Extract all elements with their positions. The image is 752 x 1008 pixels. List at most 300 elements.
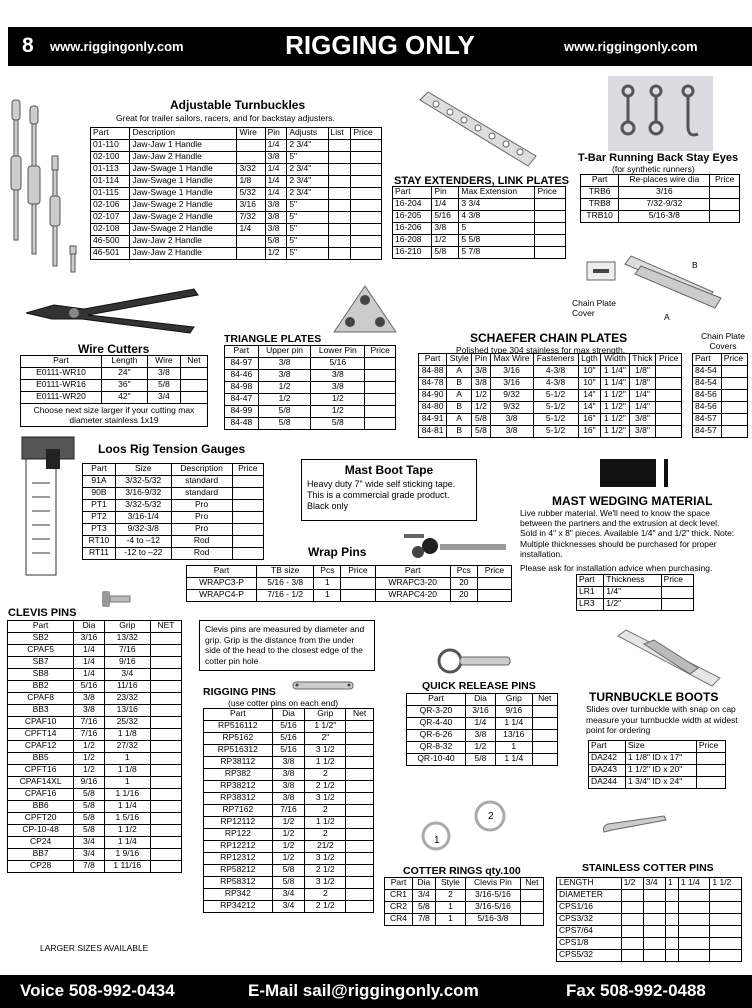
table-cell: 3/8	[147, 368, 180, 380]
table-cell: WRAPC3-P	[187, 578, 257, 590]
table-cell	[656, 402, 682, 414]
table-cell: -12 to –22	[115, 548, 171, 560]
column-header: Wire	[147, 356, 180, 368]
table-row	[557, 938, 742, 950]
table-cell: 1/4"	[629, 402, 656, 414]
table-cell	[656, 390, 682, 402]
column-header: Net	[346, 709, 374, 721]
table-cell: CPS3/32	[557, 914, 622, 926]
table-cell	[535, 247, 566, 259]
column-header: Max Extension	[459, 187, 535, 199]
footer-email[interactable]: E-Mail sail@riggingonly.com	[248, 981, 479, 1000]
table-cell	[150, 753, 181, 765]
table-cell	[328, 188, 351, 200]
table-cell: 25/32	[104, 717, 150, 729]
rigpins-title: RIGGING PINS	[203, 686, 276, 698]
table-cell	[710, 914, 742, 926]
turnbuckles-title: Adjustable Turnbuckles	[170, 98, 306, 112]
table-cell: 1 11/16	[104, 861, 150, 873]
column-header: Dia	[465, 694, 495, 706]
table-cell: Jaw-Swage 1 Handle	[130, 188, 237, 200]
table-cell: DA244	[589, 777, 626, 789]
table-row	[91, 188, 382, 200]
quick-release-photo	[436, 642, 516, 680]
table-cell: 5/8	[265, 236, 287, 248]
column-header: Adjusts	[287, 128, 328, 140]
table-cell: CPAF10	[8, 717, 74, 729]
column-header: Price	[535, 187, 566, 199]
table-row	[8, 657, 182, 669]
table-cell	[665, 926, 678, 938]
table-row	[577, 587, 694, 599]
table-cell: WRAPC4-P	[187, 590, 257, 602]
table-cell: 24"	[101, 368, 147, 380]
column-header: LENGTH	[557, 878, 622, 890]
table-cell: RT10	[83, 536, 116, 548]
table-cell	[520, 914, 543, 926]
table-cell	[181, 392, 208, 404]
table-cell	[643, 938, 665, 950]
table-cell	[477, 590, 511, 602]
table-header-row	[83, 464, 264, 476]
column-header: Price	[351, 128, 382, 140]
column-header: Fasteners	[533, 354, 578, 366]
table-cell	[710, 211, 740, 223]
column-header: Length	[101, 356, 147, 368]
column-header: Price	[721, 354, 747, 366]
column-header: Price	[661, 575, 693, 587]
mastboot-line2: This is a commercial grade product.	[307, 490, 450, 501]
table-cell	[232, 536, 263, 548]
table-cell: 1/2	[432, 235, 459, 247]
quick-table	[406, 693, 558, 766]
table-row	[393, 199, 566, 211]
table-cell	[535, 223, 566, 235]
table-cell: 1/4	[265, 164, 287, 176]
wirecutters-title: Wire Cutters	[78, 342, 150, 356]
cotter-title: STAINLESS COTTER PINS	[582, 862, 714, 874]
quick-title: QUICK RELEASE PINS	[422, 680, 536, 692]
table-cell: 9/32	[490, 390, 533, 402]
column-header: Price	[232, 464, 263, 476]
table-header-row	[577, 575, 694, 587]
column-header: Part	[91, 128, 130, 140]
table-cell: CPS7/64	[557, 926, 622, 938]
mastboot-line3: Black only	[307, 500, 349, 511]
diameter-label: DIAMETER	[557, 890, 622, 902]
table-row	[204, 829, 374, 841]
table-cell	[232, 476, 263, 488]
table-cell: 1 1/2"	[601, 390, 629, 402]
table-cell: RP12312	[204, 853, 273, 865]
column-header: Width	[601, 354, 629, 366]
table-cell: PT1	[83, 500, 116, 512]
table-cell	[150, 741, 181, 753]
cotter-table	[556, 877, 742, 962]
table-cell	[721, 414, 747, 426]
table-cell: 1/2"	[604, 599, 661, 611]
table-cell: CPAF14XL	[8, 777, 74, 789]
table-row	[693, 414, 748, 426]
table-row	[91, 200, 382, 212]
table-cell: 3/8	[311, 382, 365, 394]
table-cell: 1/2	[74, 741, 104, 753]
table-header-row	[225, 346, 396, 358]
stay-extender-photo	[416, 90, 540, 168]
table-cell	[710, 890, 742, 902]
column-header: Grip	[104, 621, 150, 633]
table-cell: 5"	[287, 200, 328, 212]
table-cell: 1/2	[265, 248, 287, 260]
table-cell	[710, 187, 740, 199]
table-cell: 11/16	[104, 681, 150, 693]
table-row	[693, 378, 748, 390]
tbar-subtitle: (for synthetic runners)	[612, 164, 695, 174]
table-cell	[710, 199, 740, 211]
table-row	[225, 418, 396, 430]
table-cell: 5"	[287, 248, 328, 260]
table-cell: 1	[495, 742, 532, 754]
table-cell: 3/16	[619, 187, 710, 199]
table-header-row	[419, 354, 682, 366]
column-header: Price	[710, 175, 740, 187]
table-cell: 16-205	[393, 211, 432, 223]
table-row	[693, 366, 748, 378]
table-row	[8, 765, 182, 777]
table-row	[187, 578, 512, 590]
table-cell: 1 1/2"	[305, 721, 346, 733]
table-cell: 5-1/2	[533, 426, 578, 438]
header-url-left[interactable]: www.riggingonly.com	[50, 39, 184, 54]
table-cell: 84-57	[693, 414, 722, 426]
column-header: Description	[171, 464, 232, 476]
table-cell: BB7	[8, 849, 74, 861]
table-cell: 1	[435, 914, 465, 926]
table-cell	[532, 742, 557, 754]
table-cell	[643, 890, 665, 902]
cotter-rings-photo	[420, 796, 510, 860]
table-cell	[535, 199, 566, 211]
table-cell	[665, 890, 678, 902]
table-cell	[346, 889, 374, 901]
table-cell: 1 5/16	[104, 813, 150, 825]
schaefer-table	[418, 353, 682, 438]
table-cell	[661, 599, 693, 611]
table-cell: 3/8"	[629, 426, 656, 438]
mast-boot-box	[301, 459, 477, 521]
wirecutters-table	[20, 355, 208, 404]
table-cell	[150, 777, 181, 789]
table-cell	[665, 914, 678, 926]
table-cell: RP58212	[204, 865, 273, 877]
chain-plate-label-b: B	[692, 260, 698, 270]
table-cell: B	[447, 426, 472, 438]
table-row	[581, 199, 740, 211]
column-header: Pin	[432, 187, 459, 199]
table-cell: 3/8	[272, 757, 305, 769]
table-cell: SB2	[8, 633, 74, 645]
table-row	[393, 211, 566, 223]
table-cell	[520, 902, 543, 914]
column-header: Grip	[305, 709, 346, 721]
turnbuckles-table	[90, 127, 382, 260]
table-cell: RP38312	[204, 793, 273, 805]
table-cell: 84-81	[419, 426, 447, 438]
table-cell: QR-3-20	[407, 706, 466, 718]
turnbuckle-photo	[8, 96, 90, 276]
table-row	[693, 390, 748, 402]
column-header: Part	[577, 575, 604, 587]
table-cell: -4 to –12	[115, 536, 171, 548]
table-cell	[150, 813, 181, 825]
column-header: Part	[581, 175, 619, 187]
column-header: TB size	[257, 566, 314, 578]
table-cell	[181, 380, 208, 392]
table-cell	[328, 140, 351, 152]
table-cell: 5 5/8	[459, 235, 535, 247]
table-cell	[346, 853, 374, 865]
column-header: Thick	[629, 354, 656, 366]
table-cell: 1/4	[265, 188, 287, 200]
table-cell: CP-10-48	[8, 825, 74, 837]
table-cell: 3/8	[311, 370, 365, 382]
table-row	[419, 366, 682, 378]
table-row	[204, 781, 374, 793]
table-cell: 5/8	[413, 902, 436, 914]
wirecutters-note: Choose next size larger if your cutting max diameter stainless 1x19	[20, 403, 208, 427]
table-cell: 3 1/2	[305, 877, 346, 889]
table-cell: 5/16	[272, 721, 305, 733]
table-cell: 1 1/4	[495, 718, 532, 730]
table-cell	[721, 366, 747, 378]
table-cell	[346, 877, 374, 889]
table-row	[8, 849, 182, 861]
table-cell: Jaw-Swage 2 Handle	[130, 212, 237, 224]
column-header: Lower Pin	[311, 346, 365, 358]
table-row	[557, 926, 742, 938]
table-row	[419, 378, 682, 390]
table-cell	[621, 914, 643, 926]
table-cell: 3/8	[472, 378, 490, 390]
table-cell: 5/8	[74, 825, 104, 837]
table-cell: 3/16-5/16	[466, 902, 521, 914]
table-row	[385, 902, 544, 914]
clevis-table	[7, 620, 182, 873]
table-cell: 3/4	[272, 889, 305, 901]
triangle-table	[224, 345, 396, 430]
table-cell: 1 1/8	[104, 765, 150, 777]
table-row	[83, 524, 264, 536]
table-row	[21, 380, 208, 392]
table-cell	[621, 926, 643, 938]
table-cell: LR3	[577, 599, 604, 611]
table-cell: 84-48	[225, 418, 259, 430]
table-cell: 1/2	[311, 394, 365, 406]
column-header: Price	[477, 566, 511, 578]
table-row	[83, 476, 264, 488]
table-cell: 1 1/2"	[601, 414, 629, 426]
table-cell: 02-107	[91, 212, 130, 224]
table-cell: CPFT14	[8, 729, 74, 741]
table-cell	[341, 578, 375, 590]
wrap-table	[186, 565, 512, 602]
boots-title: TURNBUCKLE BOOTS	[589, 690, 719, 704]
table-cell: CPAF5	[8, 645, 74, 657]
column-header: Dia	[74, 621, 104, 633]
column-header: Style	[435, 878, 465, 890]
table-cell: 9/32-3/8	[115, 524, 171, 536]
table-cell: 3/8	[432, 223, 459, 235]
table-cell: WRAPC4-20	[375, 590, 450, 602]
table-cell	[535, 235, 566, 247]
table-header-row	[581, 175, 740, 187]
table-row	[693, 402, 748, 414]
table-row	[8, 837, 182, 849]
table-cell: 1/4	[265, 140, 287, 152]
table-row	[557, 890, 742, 902]
table-cell	[678, 902, 710, 914]
table-row	[407, 730, 558, 742]
table-cell	[365, 370, 396, 382]
table-cell: 2	[305, 805, 346, 817]
table-row	[204, 769, 374, 781]
table-cell: RP38112	[204, 757, 273, 769]
table-cell: 3/8	[465, 730, 495, 742]
table-cell: 3/4	[272, 901, 305, 913]
triangle-plate-photo	[330, 282, 400, 340]
table-cell: E0111-WR10	[21, 368, 102, 380]
table-cell: BB5	[8, 753, 74, 765]
clevis-title: CLEVIS PINS	[8, 607, 77, 619]
column-header: Wire	[237, 128, 265, 140]
table-cell	[351, 188, 382, 200]
column-header: 1 1/2	[710, 878, 742, 890]
column-header: Net	[181, 356, 208, 368]
table-cell	[721, 378, 747, 390]
table-cell	[365, 418, 396, 430]
table-cell: standard	[171, 488, 232, 500]
table-row	[589, 777, 726, 789]
table-row	[204, 757, 374, 769]
table-row	[419, 414, 682, 426]
table-cell: 1/2	[472, 390, 490, 402]
table-row	[407, 742, 558, 754]
table-cell: 5/8	[311, 418, 365, 430]
column-header: Net	[532, 694, 557, 706]
table-cell: BB6	[8, 801, 74, 813]
column-header: Pin	[472, 354, 490, 366]
table-cell: CP28	[8, 861, 74, 873]
table-cell: 3/8	[265, 224, 287, 236]
table-row	[693, 426, 748, 438]
page-header	[0, 0, 752, 66]
column-header: 1	[665, 878, 678, 890]
table-cell	[341, 590, 375, 602]
table-cell: 5/16	[432, 211, 459, 223]
column-header: Upper pin	[258, 346, 311, 358]
table-row	[91, 212, 382, 224]
table-cell	[621, 890, 643, 902]
table-cell	[346, 805, 374, 817]
table-cell: 5/8	[74, 801, 104, 813]
table-cell: 7/16	[104, 645, 150, 657]
table-row	[8, 705, 182, 717]
table-row	[204, 745, 374, 757]
column-header: Price	[365, 346, 396, 358]
table-cell: 2 1/2	[305, 901, 346, 913]
table-cell: 5/8	[472, 414, 490, 426]
table-cell	[351, 176, 382, 188]
table-cell	[678, 950, 710, 962]
mastboot-title: Mast Boot Tape	[344, 463, 434, 477]
cotter-pin-photo	[600, 812, 668, 838]
column-header: Part	[204, 709, 273, 721]
table-cell	[643, 914, 665, 926]
table-cell: 7/16 - 1/2	[257, 590, 314, 602]
table-cell: 10"	[578, 366, 601, 378]
column-header: Net	[520, 878, 543, 890]
table-cell: 1 1/4"	[601, 378, 629, 390]
table-cell: E0111-WR20	[21, 392, 102, 404]
table-cell	[150, 705, 181, 717]
table-row	[91, 236, 382, 248]
table-row	[187, 590, 512, 602]
table-row	[8, 777, 182, 789]
table-cell: 16"	[578, 414, 601, 426]
table-cell: 1/2	[272, 817, 305, 829]
column-header: Size	[115, 464, 171, 476]
table-cell: B	[447, 402, 472, 414]
table-cell	[661, 587, 693, 599]
table-cell: 1	[314, 578, 341, 590]
table-cell	[232, 548, 263, 560]
table-cell: 16-210	[393, 247, 432, 259]
wedging-text2: Please ask for installation advice when purchasing.	[520, 563, 713, 573]
table-cell: 3 1/2	[305, 853, 346, 865]
table-cell: E0111-WR16	[21, 380, 102, 392]
table-cell: 01-113	[91, 164, 130, 176]
column-header: Dia	[272, 709, 305, 721]
table-cell	[346, 781, 374, 793]
table-cell: 02-100	[91, 152, 130, 164]
wire-cutters-photo	[24, 285, 200, 337]
table-cell: CP24	[8, 837, 74, 849]
table-cell	[150, 801, 181, 813]
table-cell	[678, 926, 710, 938]
table-cell	[328, 164, 351, 176]
table-cell: 3/8	[258, 370, 311, 382]
table-cell: CPS5/32	[557, 950, 622, 962]
table-cell	[150, 645, 181, 657]
loos-table	[82, 463, 264, 560]
table-cell	[181, 368, 208, 380]
covers-title: Chain Plate Covers	[701, 331, 745, 351]
table-cell	[656, 378, 682, 390]
table-row	[8, 789, 182, 801]
header-url-right[interactable]: www.riggingonly.com	[564, 39, 698, 54]
table-cell: 3/4	[147, 392, 180, 404]
table-cell: 3/16-5/16	[466, 890, 521, 902]
wedging-title: MAST WEDGING MATERIAL	[552, 494, 713, 508]
table-cell: 5/16-3/8	[466, 914, 521, 926]
table-cell: CR4	[385, 914, 413, 926]
table-header-row	[91, 128, 382, 140]
column-header: List	[328, 128, 351, 140]
table-cell: A	[447, 366, 472, 378]
table-cell: 3/16	[465, 706, 495, 718]
table-row	[385, 890, 544, 902]
table-cell	[150, 729, 181, 741]
